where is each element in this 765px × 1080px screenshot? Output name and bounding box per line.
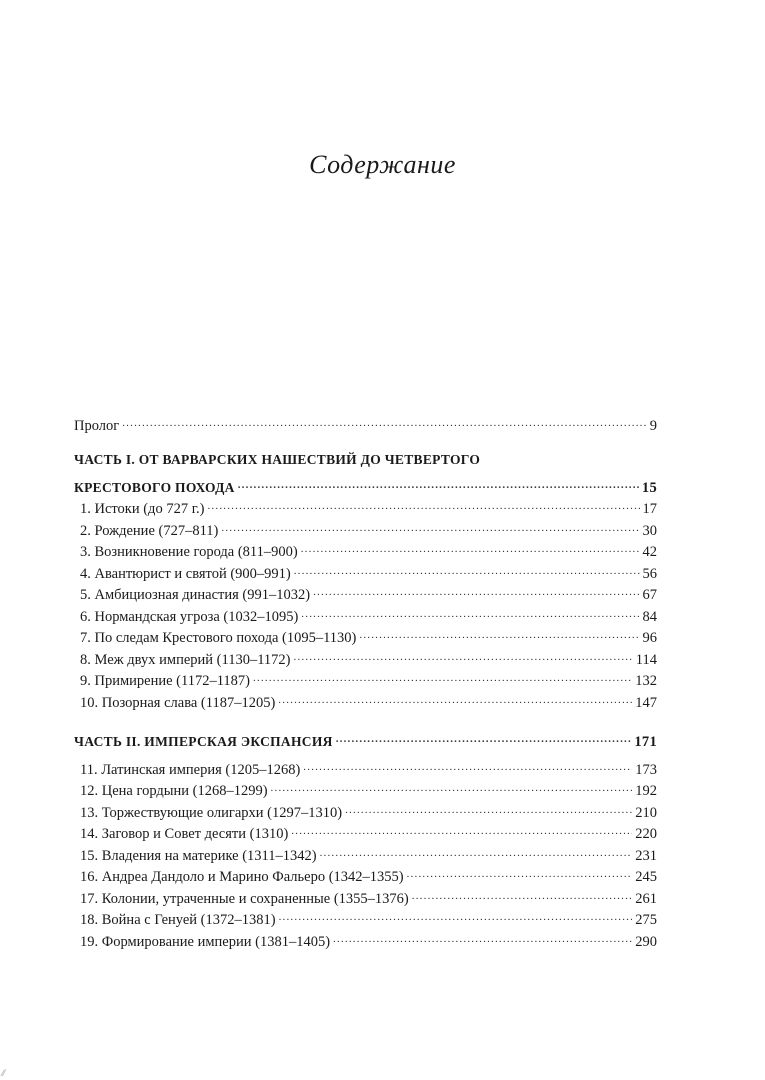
toc-entry-label: 14. Заговор и Совет десяти (1310) <box>80 826 289 842</box>
toc-entry-label: 9. Примирение (1172–1187) <box>80 673 251 689</box>
toc-entry-label: 17. Колонии, утраченные и сохраненные (1355–1376) <box>80 890 409 907</box>
toc-entry-page: 132 <box>635 673 657 689</box>
dot-leader <box>303 752 632 774</box>
dot-leader <box>278 685 632 707</box>
dot-leader <box>253 664 632 686</box>
part-1-heading-line2 <box>74 470 657 496</box>
dot-leader <box>122 408 647 430</box>
toc-entry-label: 11. Латинская империя (1205–1268) <box>80 761 301 778</box>
dot-leader <box>294 642 633 664</box>
toc-entry-label: 1. Истоки (до 727 г.) <box>80 501 205 517</box>
dot-leader <box>238 470 639 492</box>
toc-entry-page: 220 <box>635 826 657 842</box>
dot-leader <box>320 838 633 860</box>
dot-leader <box>291 817 632 839</box>
dot-leader <box>345 795 632 817</box>
toc-entry-label: 4. Авантюрист и святой (900–991) <box>80 565 291 582</box>
dot-leader <box>279 903 633 925</box>
toc-entry-label: 6. Нормандская угроза (1032–1095) <box>80 608 299 625</box>
dot-leader <box>333 924 632 946</box>
part-1-heading: ЧАСТЬ I. ОТ ВАРВАРСКИХ НАШЕСТВИЙ ДО ЧЕТВЕРТОГО <box>74 451 481 467</box>
toc-entry-label: 2. Рождение (727–811) <box>80 522 219 539</box>
toc-entry-label: 12. Цена гордыни (1268–1299) <box>80 783 268 799</box>
toc-entry-page: 147 <box>635 694 657 711</box>
dot-leader <box>301 535 640 557</box>
dot-leader <box>313 578 639 600</box>
part-1-chapter-list <box>74 492 657 711</box>
part-heading-label: КРЕСТОВОГО ПОХОДА <box>74 479 235 495</box>
toc-entry-page: 192 <box>635 783 657 799</box>
dot-leader <box>412 881 632 903</box>
toc-entry-label: Пролог <box>74 417 120 434</box>
dot-leader <box>294 556 640 578</box>
toc-entry-page: 56 <box>642 565 657 582</box>
toc-entry-label: 5. Амбициозная династия (991–1032) <box>80 587 311 603</box>
toc-entry-page: 210 <box>635 804 657 821</box>
toc-entry-label: 3. Возникновение города (811–900) <box>80 544 298 560</box>
dot-leader <box>301 599 639 621</box>
toc-entry-page: 9 <box>649 417 657 434</box>
part-heading-page: 15 <box>641 479 657 496</box>
toc-entry-page: 231 <box>635 847 657 864</box>
toc-entry-label: 16. Андреа Дандоло и Марино Фальеро (1342–1355) <box>80 869 404 885</box>
toc-entry-label: 18. Война с Генуей (1372–1381) <box>80 912 276 928</box>
part-heading-page: 171 <box>634 734 657 750</box>
toc-entry-page: 275 <box>635 912 657 928</box>
dot-leader <box>336 725 632 747</box>
part-heading-label: ЧАСТЬ II. ИМПЕРСКАЯ ЭКСПАНСИЯ <box>74 734 333 749</box>
corner-mark: ⁄⁄ <box>2 1069 5 1078</box>
toc-entry-page: 67 <box>642 587 657 603</box>
dot-leader <box>207 492 639 514</box>
table-of-contents <box>74 408 657 950</box>
toc-entry <box>74 752 657 778</box>
dot-leader <box>271 774 633 796</box>
toc-entry-page: 96 <box>642 630 657 646</box>
toc-entry-page: 245 <box>635 869 657 885</box>
dot-leader <box>221 513 639 535</box>
dot-leader <box>359 621 639 643</box>
toc-entry-prolog <box>74 408 657 434</box>
part-2-chapter-list <box>74 752 657 950</box>
toc-entry-page: 84 <box>642 608 657 625</box>
part-2-heading <box>74 725 657 750</box>
toc-entry-page: 261 <box>635 890 657 907</box>
toc-entry-page: 30 <box>642 522 657 539</box>
toc-entry-page: 114 <box>635 651 657 668</box>
toc-entry-page: 290 <box>635 933 657 950</box>
toc-entry-page: 42 <box>642 544 657 560</box>
page-title: Содержание <box>309 150 456 179</box>
toc-entry-label: 19. Формирование империи (1381–1405) <box>80 933 331 950</box>
toc-entry-label: 10. Позорная слава (1187–1205) <box>80 694 276 711</box>
toc-entry-label: 13. Торжествующие олигархи (1297–1310) <box>80 804 343 821</box>
toc-entry-label: 15. Владения на материке (1311–1342) <box>80 847 317 864</box>
toc-entry-page: 17 <box>642 501 657 517</box>
toc-entry-page: 173 <box>635 761 657 778</box>
dot-leader <box>407 860 633 882</box>
toc-entry-label: 7. По следам Крестового похода (1095–1130) <box>80 630 357 646</box>
toc-entry-label: 8. Меж двух империй (1130–1172) <box>80 651 291 668</box>
